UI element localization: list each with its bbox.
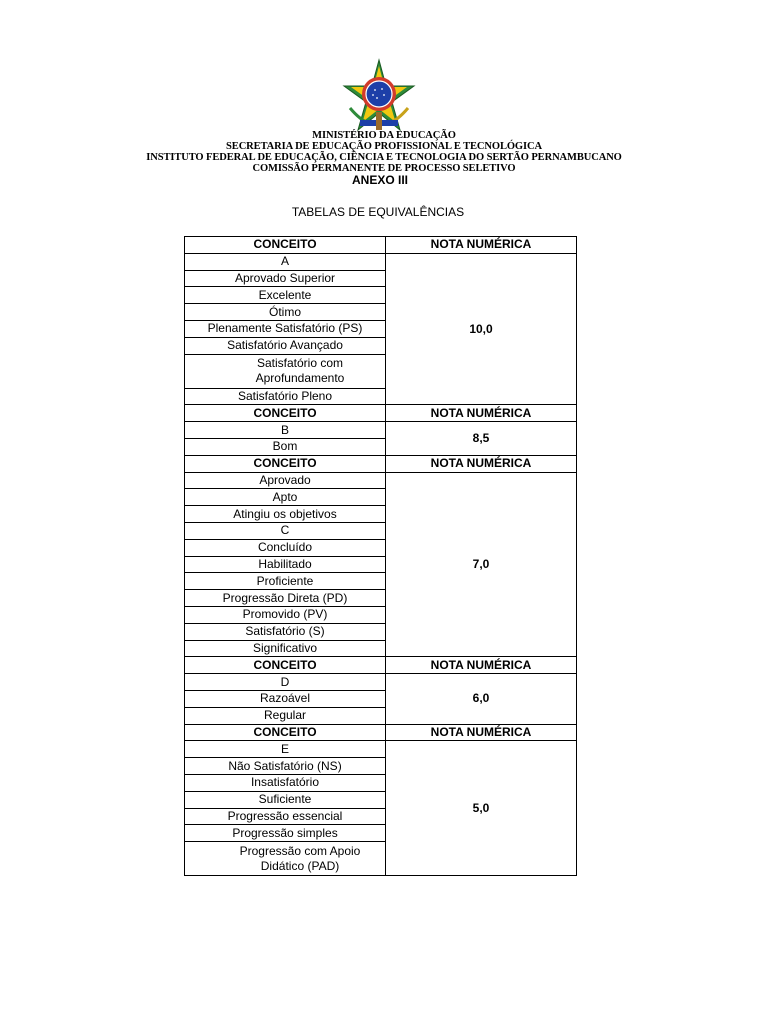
header-nota: NOTA NUMÉRICA xyxy=(386,455,577,472)
header-institute: INSTITUTO FEDERAL DE EDUCAÇÃO, CIÊNCIA E TECNOLOGIA DO SERTÃO PERNAMBUCANO xyxy=(146,152,622,163)
conceito-cell: Satisfatório com Aprofundamento xyxy=(185,354,386,388)
conceito-cell: Excelente xyxy=(185,287,386,304)
conceito-cell: C xyxy=(185,522,386,539)
conceito-cell: D xyxy=(185,674,386,691)
header-block xyxy=(0,130,768,174)
table-row xyxy=(185,422,577,439)
nota-cell: 8,5 xyxy=(386,422,577,456)
conceito-cell: Satisfatório Pleno xyxy=(185,388,386,405)
nota-cell: 5,0 xyxy=(386,741,577,876)
nota-cell: 10,0 xyxy=(386,253,577,405)
conceito-cell: Promovido (PV) xyxy=(185,606,386,623)
conceito-cell: Progressão Direta (PD) xyxy=(185,590,386,607)
header-conceito: CONCEITO xyxy=(185,724,386,741)
header-nota: NOTA NUMÉRICA xyxy=(386,657,577,674)
table-header-row xyxy=(185,405,577,422)
conceito-cell: Significativo xyxy=(185,640,386,657)
header-conceito: CONCEITO xyxy=(185,237,386,254)
conceito-cell: Concluído xyxy=(185,539,386,556)
conceito-cell: Satisfatório Avançado xyxy=(185,337,386,354)
annex-label: ANEXO III xyxy=(351,173,408,187)
page-title: TABELAS DE EQUIVALÊNCIAS xyxy=(291,205,465,219)
conceito-cell: Progressão simples xyxy=(185,825,386,842)
conceito-cell: Insatisfatório xyxy=(185,774,386,791)
conceito-cell: Plenamente Satisfatório (PS) xyxy=(185,320,386,337)
header-conceito: CONCEITO xyxy=(185,405,386,422)
table-row xyxy=(185,472,577,489)
header-conceito: CONCEITO xyxy=(185,455,386,472)
header-nota: NOTA NUMÉRICA xyxy=(386,724,577,741)
table-header-row xyxy=(185,455,577,472)
header-nota: NOTA NUMÉRICA xyxy=(386,237,577,254)
conceito-cell: B xyxy=(185,422,386,439)
conceito-cell: Ótimo xyxy=(185,304,386,321)
conceito-cell: Suficiente xyxy=(185,791,386,808)
conceito-cell: Aprovado Superior xyxy=(185,270,386,287)
conceito-cell: Apto xyxy=(185,489,386,506)
conceito-cell: Atingiu os objetivos xyxy=(185,506,386,523)
conceito-cell: Razoável xyxy=(185,690,386,707)
conceito-cell: Progressão essencial xyxy=(185,808,386,825)
table-row xyxy=(185,253,577,270)
header-nota: NOTA NUMÉRICA xyxy=(386,405,577,422)
conceito-cell: Aprovado xyxy=(185,472,386,489)
nota-cell: 7,0 xyxy=(386,472,577,657)
table-row xyxy=(185,674,577,691)
conceito-cell: Proficiente xyxy=(185,573,386,590)
coat-of-arms-emblem xyxy=(340,58,418,136)
conceito-cell: E xyxy=(185,741,386,758)
equivalence-table xyxy=(184,236,577,876)
header-conceito: CONCEITO xyxy=(185,657,386,674)
conceito-cell: A xyxy=(185,253,386,270)
table-row xyxy=(185,741,577,758)
nota-cell: 6,0 xyxy=(386,674,577,724)
header-secretariat: SECRETARIA DE EDUCAÇÃO PROFISSIONAL E TECNOLÓGICA xyxy=(226,141,542,152)
conceito-cell: Não Satisfatório (NS) xyxy=(185,758,386,775)
table-header-row xyxy=(185,724,577,741)
conceito-cell: Bom xyxy=(185,438,386,455)
header-commission: COMISSÃO PERMANENTE DE PROCESSO SELETIVO xyxy=(252,163,516,174)
conceito-cell: Satisfatório (S) xyxy=(185,623,386,640)
conceito-cell: Habilitado xyxy=(185,556,386,573)
conceito-cell: Regular xyxy=(185,707,386,724)
table-header-row xyxy=(185,657,577,674)
conceito-cell: Progressão com Apoio Didático (PAD) xyxy=(185,842,386,876)
table-header-row xyxy=(185,237,577,254)
header-ministry: MINISTÉRIO DA EDUCAÇÃO xyxy=(312,130,456,141)
